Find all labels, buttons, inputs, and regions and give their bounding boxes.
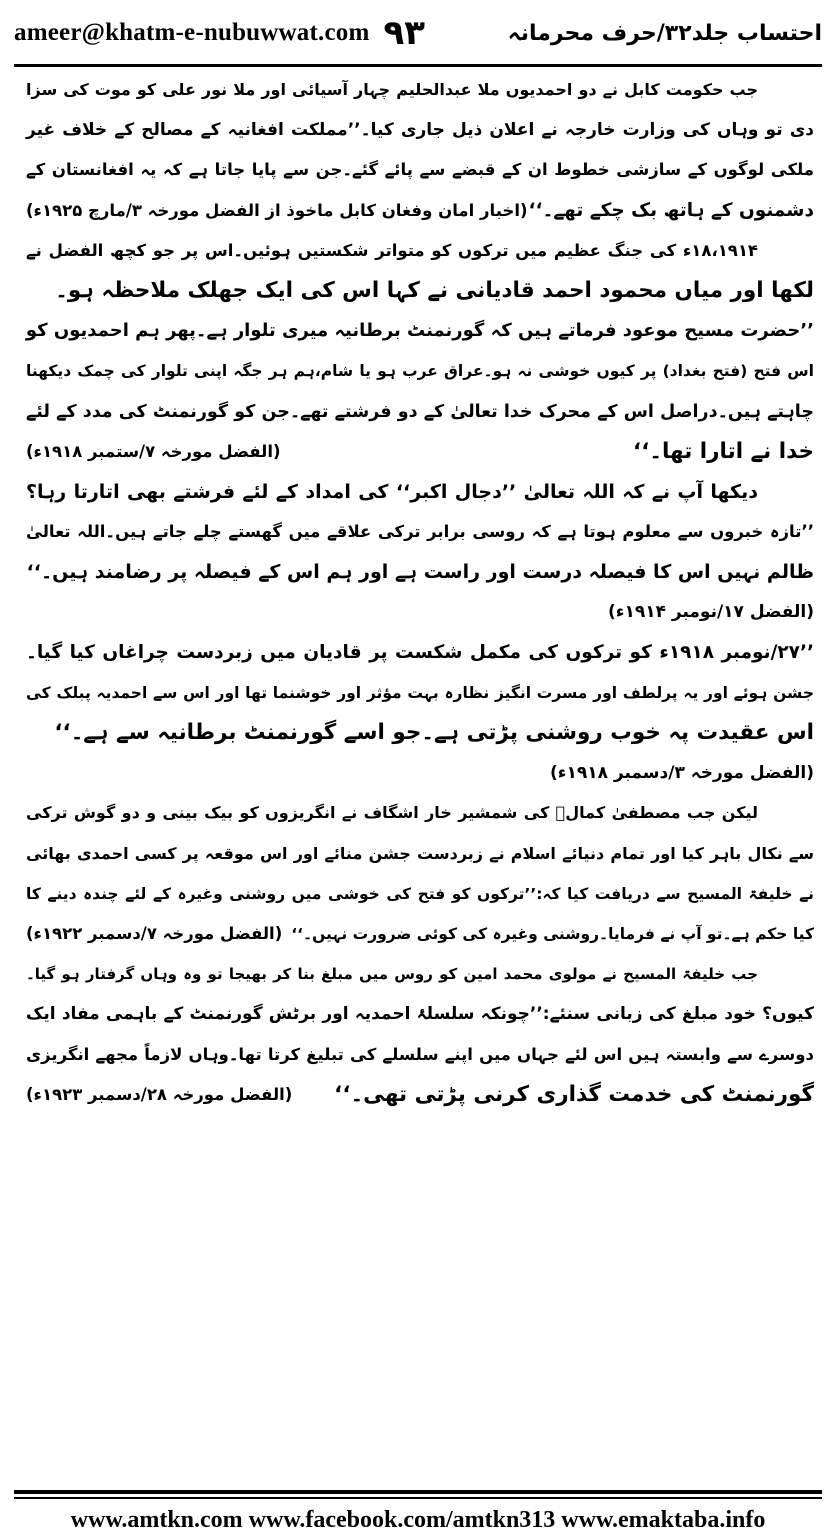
text-line: چاہتے ہیں۔دراصل اس کے محرک خدا تعالیٰ کے دو فرشتے تھے۔جن کو گورنمنٹ کی مدد کے لئے	[26, 401, 814, 422]
footer-rule	[14, 1490, 822, 1494]
text-line: لکھا اور میاں محمود احمد قادیانی نے کہا اس کی ایک جھلک ملاحظہ ہو۔	[55, 277, 814, 303]
text-line-with-reference	[20, 1075, 820, 1115]
text-line: جب حکومت کابل نے دو احمدیوں ملا عبدالحلیم چہار آسیائی اور ملا نور علی کو موت کی سزا	[26, 80, 758, 99]
reference: (الفضل مورخہ ۷/دسمبر ۱۹۲۲ء)	[26, 923, 283, 943]
text-line: کیوں؟ خود مبلغ کی زبانی سنئے:’’چونکہ سلسلۂ احمدیہ اور برٹش گورنمنٹ کے باہمی مفاد ایک	[26, 1004, 814, 1025]
page-header	[14, 4, 822, 62]
text-line: ظالم نہیں اس کا فیصلہ درست اور راست ہے اور ہم اس کے فیصلہ پر رضامند ہیں۔‘‘	[26, 561, 814, 584]
text-line: نے خلیفۃ المسیح سے دریافت کیا کہ:’’ترکوں کو فتح کی خوشی میں روشنی وغیرہ کے لئے چندہ دینے کا	[26, 884, 814, 903]
text-line-with-reference	[20, 914, 820, 954]
text-line: اس فتح (فتح بغداد) پر کیوں خوشی نہ ہو۔عراق عرب ہو یا شام،ہم ہر جگہ اپنی تلوار کی چمک دیکھنا	[26, 362, 814, 381]
reference: (الفضل مورخہ ۳/دسمبر ۱۹۱۸ء)	[549, 763, 814, 784]
text-line-with-reference	[20, 191, 820, 231]
reference: (الفضل مورخہ ۲۸/دسمبر ۱۹۲۳ء)	[26, 1084, 293, 1104]
reference: (الفضل مورخہ ۷/ستمبر ۱۹۱۸ء)	[26, 441, 281, 461]
text-line: جب خلیفۃ المسیح نے مولوی محمد امین کو روس میں مبلغ بنا کر بھیجا تو وہ وہاں گرفتار ہو گیا۔	[26, 965, 758, 984]
text-line: لیکن جب مصطفیٰ کمالؒ کی شمشیر خار اشگاف نے انگریزوں کو بیک بینی و دو گوش ترکی	[26, 803, 758, 823]
reference: (الفضل ۱۷/نومبر ۱۹۱۴ء)	[607, 602, 814, 623]
text-line: سے نکال باہر کیا اور تمام دنیائے اسلام نے زبردست جشن منائے اور اس موقعہ پر کسی احمدی بھائی	[26, 843, 814, 863]
header-rule	[14, 64, 822, 67]
text-line: دوسرے سے وابستہ ہیں اس لئے جہاں میں اپنے سلسلے کی تبلیغ کرتا تھا۔وہاں لازماً مجھے انگریزی	[26, 1044, 814, 1064]
text-line: ملکی لوگوں کے سازشی خطوط ان کے قبضے سے پائے گئے۔جن سے پایا جاتا ہے کہ یہ افغانستان کے	[26, 160, 814, 180]
footer-rule	[14, 1497, 822, 1499]
book-title: احتساب جلد۳۲/حرف محرمانہ	[507, 20, 822, 46]
text-line: ۱۸،۱۹۱۴ء کی جنگ عظیم میں ترکوں کو متواتر شکستیں ہوئیں۔اس پر جو کچھ الفضل نے	[26, 240, 758, 260]
text-line: اس عقیدت پہ خوب روشنی پڑتی ہے۔جو اسے گورنمنٹ برطانیہ سے ہے۔‘‘	[54, 720, 814, 745]
page-footer	[14, 1502, 822, 1538]
footer-links: www.amtkn.com www.facebook.com/amtkn313 www.emaktaba.info	[70, 1506, 766, 1533]
reference: (اخبار امان وفغان کابل ماخوذ از الفضل مورخہ ۳/مارچ ۱۹۲۵ء)	[26, 200, 528, 220]
text-line: جشن ہوئے اور یہ پرلطف اور مسرت انگیز نظارہ بہت مؤثر اور خوشنما تھا اور اس سے احمدیہ پبلک کی	[26, 683, 814, 702]
page-number: ۹۳	[383, 13, 426, 53]
text-line: دیکھا آپ نے کہ اللہ تعالیٰ ’’دجال اکبر‘‘ کی امداد کے لئے فرشتے بھی اتارتا رہا؟	[26, 480, 758, 503]
page-body	[20, 70, 820, 1115]
text-line-with-reference	[20, 432, 820, 472]
header-email: ameer@khatm-e-nubuwwat.com	[14, 19, 370, 46]
text-fragment: خدا نے اتارا تھا۔‘‘	[633, 438, 814, 464]
text-line: ’’تازہ خبروں سے معلوم ہوتا ہے کہ روسی برابر ترکی علاقے میں گھستے چلے جاتے ہیں۔اللہ تعالیٰ	[26, 522, 814, 542]
text-line: ’’حضرت مسیح موعود فرماتے ہیں کہ گورنمنٹ برطانیہ میری تلوار ہے۔پھر ہم احمدیوں کو	[25, 320, 814, 342]
text-fragment: دشمنوں کے ہاتھ بک چکے تھے۔‘‘	[528, 199, 814, 221]
text-line: دی تو وہاں کی وزارت خارجہ نے اعلان ذیل جاری کیا۔’’مملکت افغانیہ کے مصالح کے خلاف غیر	[26, 120, 814, 141]
text-fragment: گورنمنٹ کی خدمت گذاری کرنی پڑتی تھی۔‘‘	[334, 1081, 814, 1107]
text-line: ’’۲۷/نومبر ۱۹۱۸ء کو ترکوں کی مکمل شکست پر قادیان میں زبردست چراغاں کیا گیا۔	[26, 641, 814, 663]
text-fragment: کیا حکم ہے۔تو آپ نے فرمایا۔روشنی وغیرہ کی کوئی ضرورت نہیں۔‘‘	[291, 924, 814, 943]
